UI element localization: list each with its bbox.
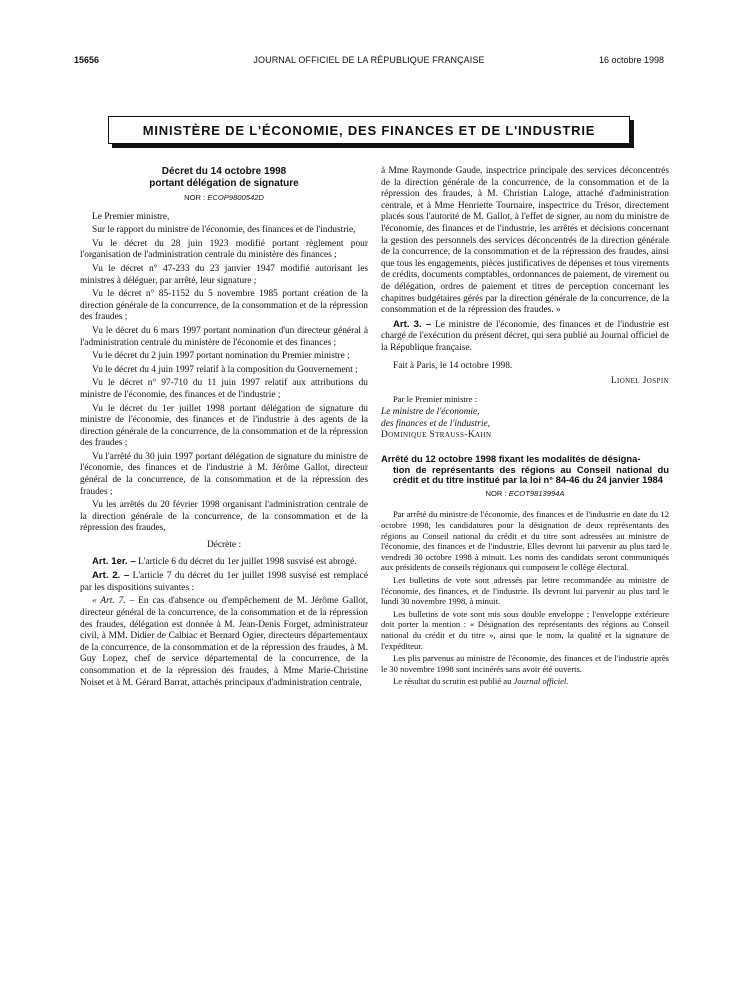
left-column <box>80 166 368 689</box>
decree-para-1: Sur le rapport du ministre de l'économie, des finances et de l'industrie, <box>92 225 356 236</box>
article-7-head: « Art. 7. – <box>92 596 135 607</box>
decree-para-7: Vu le décret du 4 juin 1997 relatif à la composition du Gouvernement ; <box>92 364 358 375</box>
running-header <box>74 53 664 69</box>
minister-title-line2: des finances et de l'industrie, <box>381 418 491 429</box>
decree-title <box>80 166 368 190</box>
arrete-para-5 <box>381 676 669 687</box>
arrete-para-1: Par arrêté du ministre de l'économie, des finances et de l'industrie en date du 12 octobre 1998, les candidatures pour la désignation de deux représentants des régions au Conseil national du crédit et du titre sont adressées au ministre de l'économie, des finances et de l'industrie. Elles devront lui parvenir au plus tard le vendredi 30 octobre 1998 à minuit. Les noms des candidats seront communiqués aux présidents de conseils régionaux qui composent le collège électoral. <box>381 509 669 573</box>
arrete-title <box>381 454 669 486</box>
decree-para-0: Le Premier ministre, <box>92 211 170 222</box>
decree-para-10: Vu l'arrêté du 30 juin 1997 portant délégation de signature du ministre de l'économie, des finances et de l'industrie à M. Jérôme Gallot, directeur général de la concurrence, de la consommation et de la répression des fraudes ; <box>80 451 368 497</box>
arrete-para-4: Les plis parvenus au ministre de l'économie, des finances et de l'industrie après le 30 novembre 1998 sont incinérés sans avoir été ouverts. <box>381 653 669 674</box>
page-number: 15656 <box>74 55 100 65</box>
ministry-banner <box>108 116 630 144</box>
minister-title-line1: Le ministre de l'économie, <box>381 407 480 418</box>
arrete-para-3: Les bulletins de vote sont mis sous double enveloppe ; l'enveloppe extérieure doit porter la mention : « Désignation des représentants des régions au Conseil national du crédit et du titre », ainsi que le nom, la qualité et la signature de l'expéditeur. <box>381 608 669 651</box>
arrete-para-2: Les bulletins de vote sont adressés par lettre recommandée au ministre de l'économie, des finances, et de l'industrie. Ils devront lui parvenir au plus tard le lundi 30 novembre 1998, à minuit. <box>381 575 669 607</box>
journal-officiel-ref: Journal officiel. <box>513 676 569 687</box>
decree-para-3: Vu le décret n° 47-233 du 23 janvier 1947 modifié autorisant les ministres à déléguer, par arrêté, leur signature ; <box>80 263 368 286</box>
arrete-title-rest: tion de représentants des régions au Conseil national du crédit et du titre institué par la loi n° 84-46 du 24 janvier 1984 <box>393 463 669 486</box>
nor-code: ECOP9800542D <box>207 193 264 202</box>
ministry-title: MINISTÈRE DE L'ÉCONOMIE, DES FINANCES ET DE L'INDUSTRIE <box>142 122 596 138</box>
article-7-quote <box>80 596 368 689</box>
issue-date: 16 octobre 1998 <box>598 55 664 65</box>
decree-para-11: Vu les arrêtés du 20 février 1998 organisant l'administration centrale de la direction générale de la concurrence, de la consommation et de la répression des fraudes, <box>80 500 368 534</box>
cosigner-name: Dominique Strauss-Kahn <box>381 430 492 441</box>
article-2-text: L'article 7 du décret du 1er juillet 1998 susvisé est remplacé par les dispositions suivantes : <box>80 571 368 593</box>
signer-name: Lionel Jospin <box>610 376 669 387</box>
decree-title-line2: portant délégation de signature <box>149 178 299 189</box>
decree-title-line1: Décret du 14 octobre 1998 <box>161 166 287 177</box>
right-column <box>381 166 669 689</box>
decree-nor <box>80 192 368 204</box>
arrete-title-line1: Arrêté du 12 octobre 1998 fixant les modalités de désigna- <box>381 453 641 465</box>
arrete-nor-label: NOR : <box>485 488 507 498</box>
decree-para-2: Vu le décret du 28 juin 1923 modifié portant règlement pour l'organisation de l'administration centrale du ministère des finances ; <box>80 238 368 261</box>
article-2 <box>80 570 368 594</box>
decrete-line: Décrète : <box>206 540 242 551</box>
arrete-nor <box>381 488 669 500</box>
decree-para-6: Vu le décret du 2 juin 1997 portant nomination du Premier ministre ; <box>92 351 350 362</box>
by-premier-ministre: Par le Premier ministre : <box>393 393 478 404</box>
arrete-nor-code: ECOT9813994A <box>508 488 565 498</box>
article-3-head: Art. 3. – <box>393 318 432 330</box>
signature-place-date: Fait à Paris, le 14 octobre 1998. <box>393 360 513 371</box>
article-2-head: Art. 2. – <box>92 570 130 582</box>
journal-title: JOURNAL OFFICIEL DE LA RÉPUBLIQUE FRANÇAISE <box>253 55 485 65</box>
article-1-text: L'article 6 du décret du 1er juillet 1998 susvisé est abrogé. <box>138 556 357 567</box>
arrete-para-5-text: Le résultat du scrutin est publié au <box>393 676 512 687</box>
article-7-continuation: à Mme Raymonde Gaude, inspectrice principale des services déconcentrés de la direction générale de la concurrence, de la consommation et de la répression des fraudes, à M. Christian Laloge, attaché d'administration centrale, et à Mme Henriette Tournaire, inspectrice du Trésor, directement placés sous l'autorité de M. Gallot, à l'effet de signer, au nom du ministre de l'économie, des finances et de l'industrie, les arrêtés et décisions concernant la gestion des personnels des services déconcentrés de la direction générale de la concurrence, de la consommation et de la répression des fraudes, ainsi que tous les engagements, pièces justificatives de dépenses et tous virements de crédits, documents comptables, ordonnances de paiement, de virement ou de délégation, ordres de paiement et titres de perception concernant les chapitres budgétaires gérés par la direction générale de la concurrence, de la consommation et de la répression des fraudes. » <box>381 166 669 316</box>
decree-para-8: Vu le décret n° 97-710 du 11 juin 1997 relatif aux attributions du ministre de l'économie, des finances et de l'industrie ; <box>80 378 368 400</box>
article-3-text: Le ministre de l'économie, des finances et de l'industrie est chargé de l'exécution du présent décret, qui sera publié au Journal officiel de la République française. <box>381 319 669 353</box>
decree-para-9: Vu le décret du 1er juillet 1998 portant délégation de signature du ministre de l'économie, des finances et de l'industrie à des agents de la direction générale de la concurrence, de la consommation et de la répression des fraudes ; <box>80 403 368 449</box>
article-7-text: En cas d'absence ou d'empêchement de M. Jérôme Gallot, directeur général de la concurrence, de la consommation et de la répression des fraudes, délégation est donnée à M. Jean-Denis Forget, administrateur civil, à MM. Didier de Calbiac et Bernard Ogier, directeurs départementaux de la concurrence, de la consommation et de la répression des fraudes, à M. Guy Lopez, chef de service départemental de la concurrence, de la consommation et de la répression des fraudes, à Mme Marie-Christine Noiset et à M. Gérard Barrat, attachés principaux d'administration centrale, <box>80 596 368 688</box>
decree-para-5: Vu le décret du 6 mars 1997 portant nomination d'un directeur général à l'administration centrale du ministère de l'économie et des finances ; <box>80 325 368 348</box>
article-1 <box>80 556 368 569</box>
article-1-head: Art. 1er. – <box>92 555 136 567</box>
article-3 <box>381 319 669 355</box>
nor-label: NOR : <box>184 193 206 202</box>
decree-para-4: Vu le décret n° 85-1152 du 5 novembre 1985 portant création de la direction générale de la concurrence, de la consommation et de la répression des fraudes ; <box>80 289 368 323</box>
